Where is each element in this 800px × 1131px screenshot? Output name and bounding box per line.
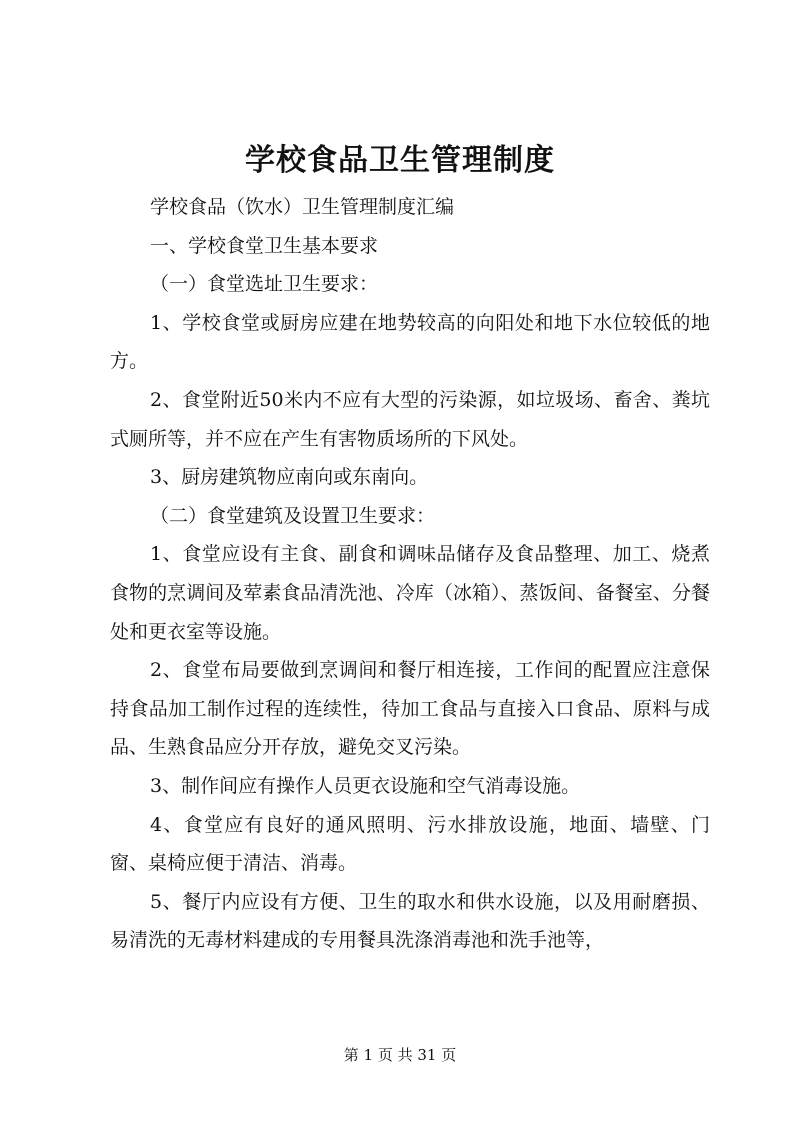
page-number-footer: 第 1 页 共 31 页 (343, 1046, 457, 1064)
paragraph-item: 3、制作间应有操作人员更衣设施和空气消毒设施。 (150, 774, 581, 797)
section-heading-1: 一、学校食堂卫生基本要求 (150, 234, 379, 257)
document-title: 学校食品卫生管理制度 (245, 143, 555, 178)
subsection-heading-2: （二）食堂建筑及设置卫生要求： (150, 504, 436, 527)
paragraph-item: 3、厨房建筑物应南向或东南向。 (150, 466, 429, 489)
paragraph-item: 2、食堂附近50米内不应有大型的污染源，如垃圾场、畜舍、粪坑式厕所等，并不应在产生有害物质场所的下风处。 (110, 388, 710, 450)
paragraph-item: 5、餐厅内应设有方便、卫生的取水和供水设施，以及用耐磨损、易清洗的无毒材料建成的专用餐具洗涤消毒池和洗手池等， (110, 890, 710, 952)
paragraph-item: 4、食堂应有良好的通风照明、污水排放设施，地面、墙壁、门窗、桌椅应便于清洁、消毒。 (110, 813, 710, 875)
paragraph-item: 2、食堂布局要做到烹调间和餐厅相连接，工作间的配置应注意保持食品加工制作过程的连续性，待加工食品与直接入口食品、原料与成品、生熟食品应分开存放，避免交叉污染。 (110, 659, 710, 759)
paragraph-item: 1、食堂应设有主食、副食和调味品储存及食品整理、加工、烧煮食物的烹调间及荤素食品清洗池、冷库（冰箱）、蒸饭间、备餐室、分餐处和更衣室等设施。 (110, 543, 710, 643)
subsection-heading-1: （一）食堂选址卫生要求： (150, 273, 379, 296)
paragraph-item: 1、学校食堂或厨房应建在地势较高的向阳处和地下水位较低的地方。 (110, 311, 710, 373)
document-body (110, 188, 710, 960)
paragraph-subtitle: 学校食品（饮水）卫生管理制度汇编 (150, 196, 455, 218)
